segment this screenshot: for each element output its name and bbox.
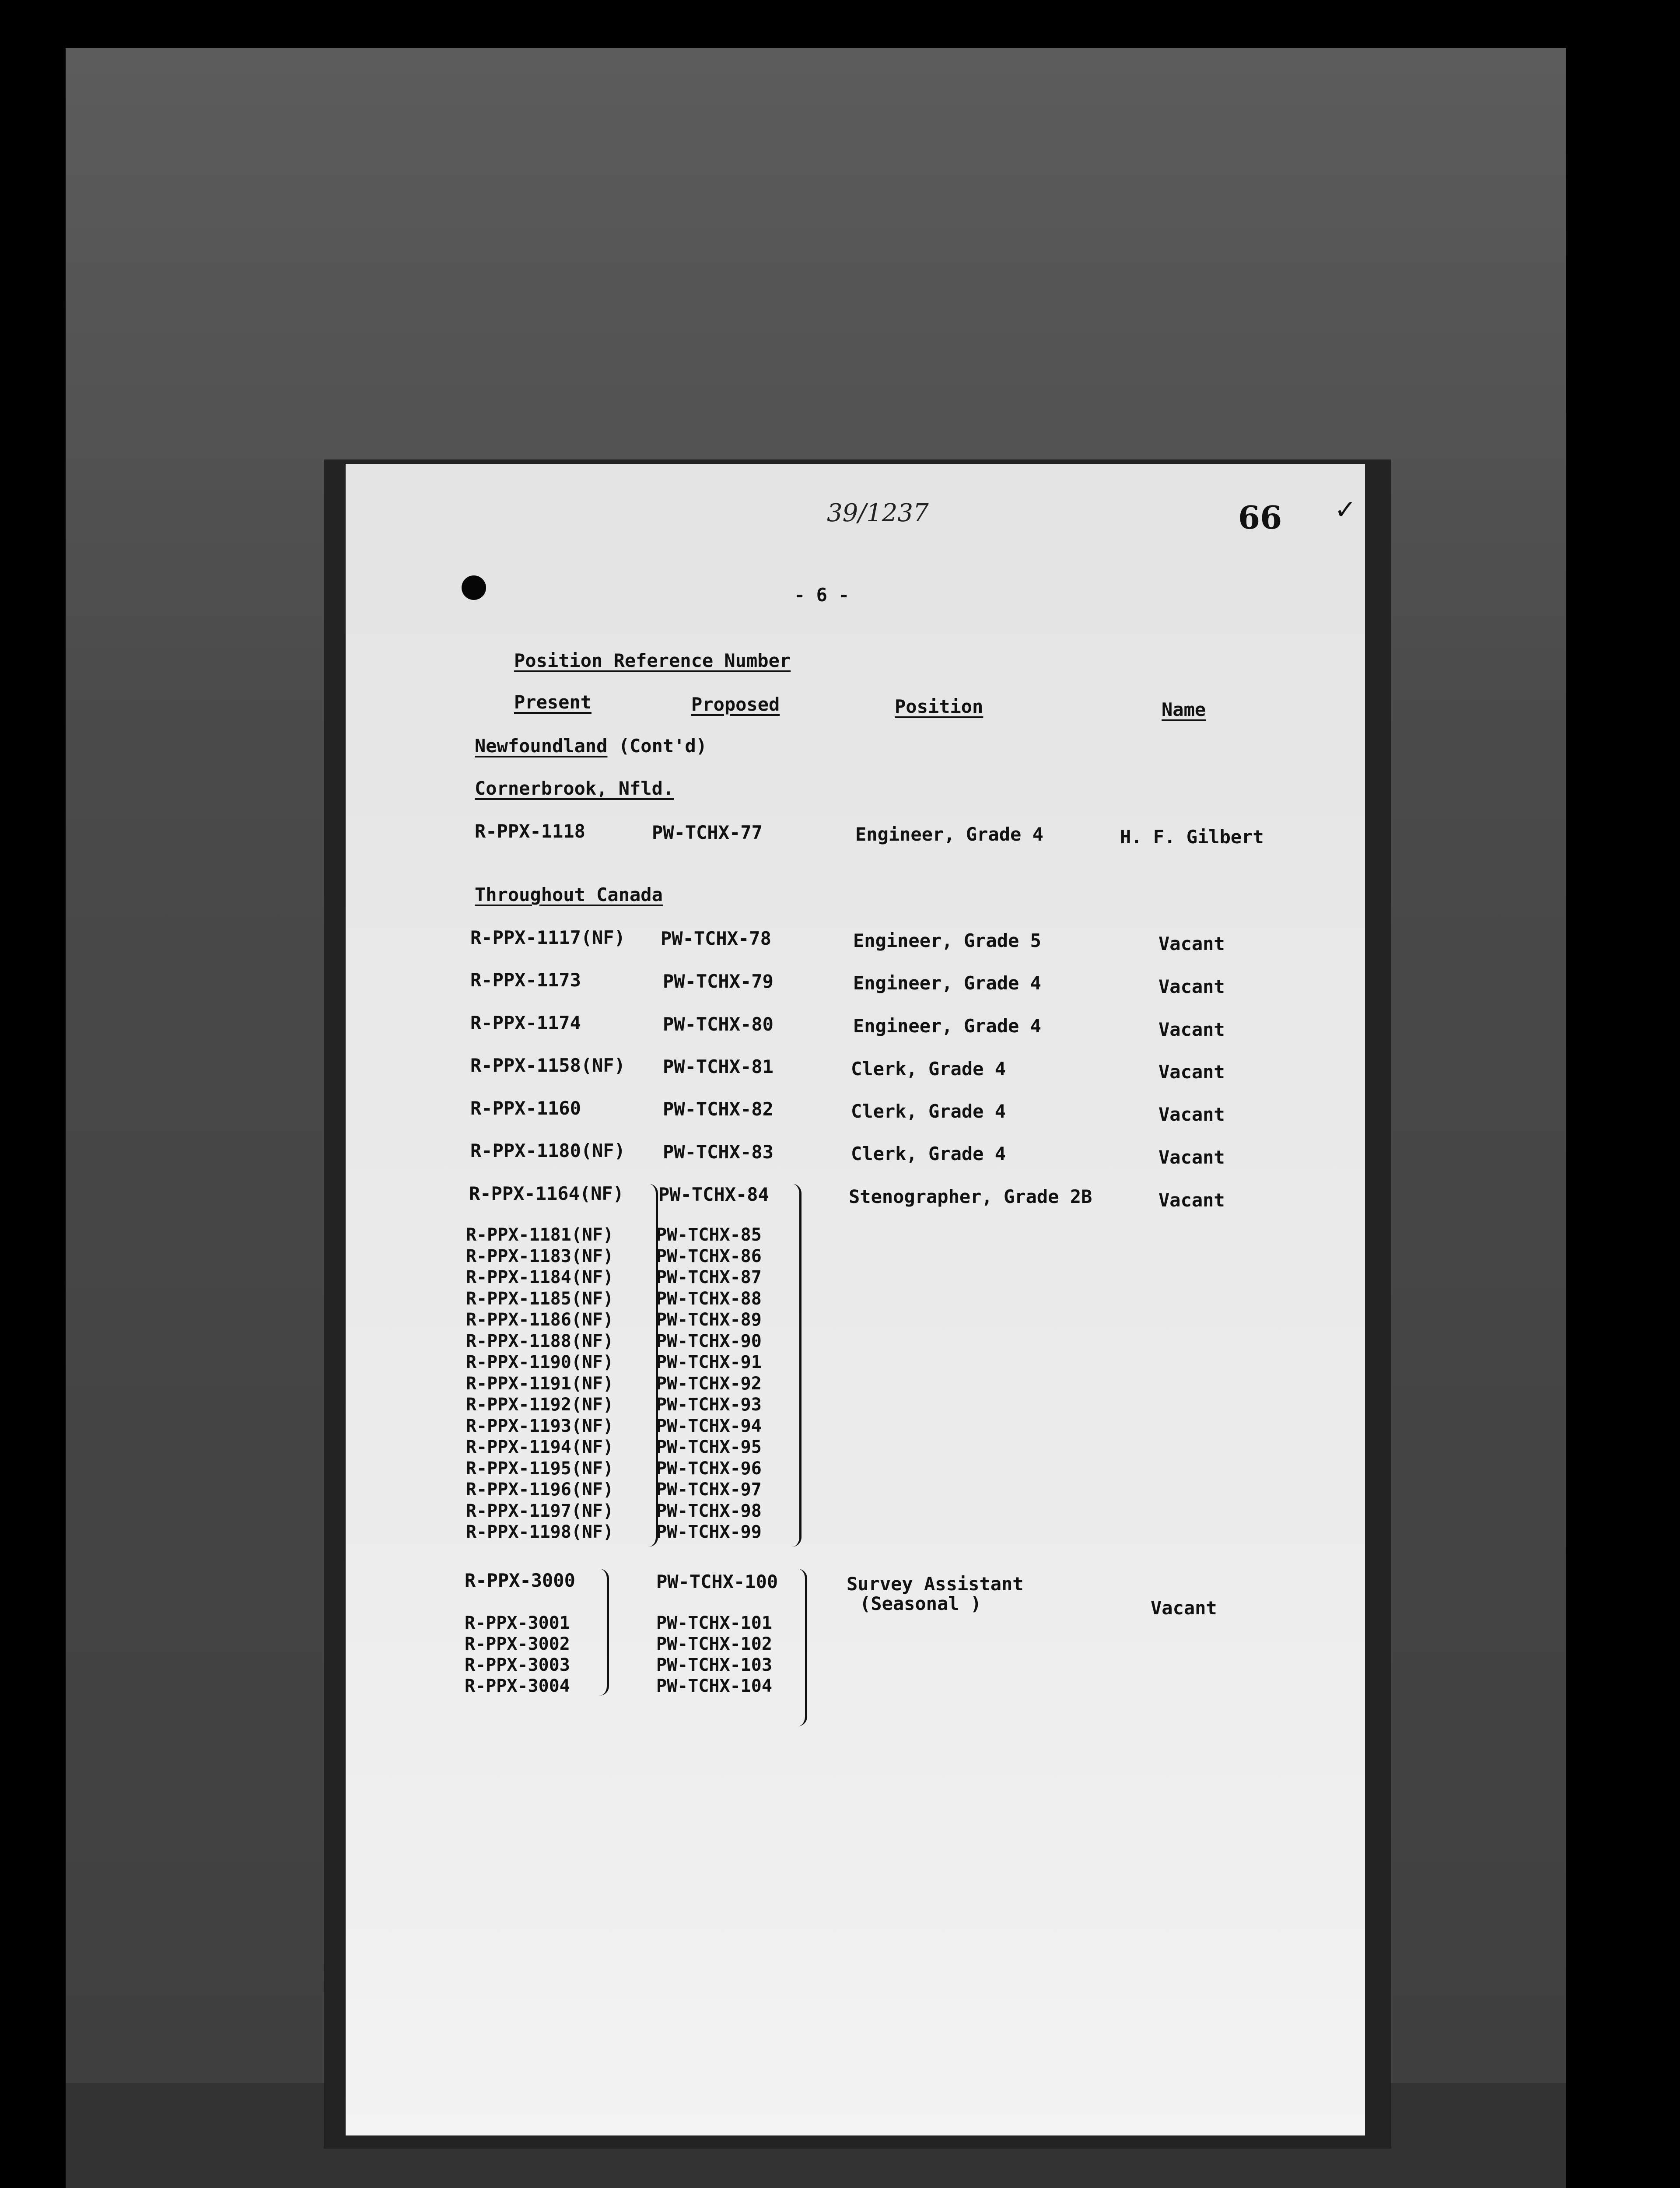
- list-item: PW-TCHX-92: [656, 1373, 762, 1394]
- steno-present-list: [466, 1224, 613, 1543]
- list-item: R-PPX-1196(NF): [466, 1480, 614, 1500]
- list-item: PW-TCHX-96: [656, 1458, 762, 1479]
- page-indicator: - 6 -: [794, 584, 850, 606]
- steno-first-present: R-PPX-1164(NF): [469, 1183, 624, 1204]
- list-item: PW-TCHX-87: [656, 1267, 762, 1287]
- row-present: R-PPX-1173: [470, 969, 581, 991]
- survey-present-list: [465, 1613, 570, 1697]
- list-item: R-PPX-1197(NF): [466, 1501, 614, 1521]
- header-proposed: Proposed: [691, 694, 780, 715]
- list-item: R-PPX-1192(NF): [466, 1395, 614, 1415]
- survey-first-present: R-PPX-3000: [465, 1570, 575, 1591]
- list-item: PW-TCHX-99: [656, 1522, 762, 1542]
- list-item: PW-TCHX-101: [656, 1613, 772, 1633]
- list-item: R-PPX-1198(NF): [466, 1522, 614, 1542]
- list-item: R-PPX-1195(NF): [466, 1458, 614, 1479]
- row-position: Clerk, Grade 4: [851, 1101, 1006, 1122]
- row-present: R-PPX-1117(NF): [470, 927, 626, 948]
- row-position: Engineer, Grade 4: [853, 1015, 1041, 1037]
- steno-first-proposed: PW-TCHX-84: [658, 1184, 769, 1205]
- list-item: PW-TCHX-98: [656, 1501, 762, 1521]
- steno-position: Stenographer, Grade 2B: [849, 1186, 1092, 1207]
- row-proposed: PW-TCHX-81: [663, 1056, 774, 1077]
- list-item: R-PPX-3001: [465, 1613, 570, 1633]
- row-name: H. F. Gilbert: [1120, 826, 1264, 848]
- list-item: R-PPX-1183(NF): [466, 1246, 614, 1266]
- list-item: R-PPX-1184(NF): [466, 1267, 614, 1287]
- row-proposed: PW-TCHX-83: [663, 1141, 774, 1163]
- row-name: Vacant: [1158, 1147, 1225, 1168]
- punch-hole: [462, 575, 486, 600]
- list-item: PW-TCHX-103: [656, 1655, 772, 1675]
- section-cornerbrook: Cornerbrook, Nfld.: [475, 778, 674, 799]
- survey-first-proposed: PW-TCHX-100: [656, 1571, 778, 1592]
- section-throughout-canada: Throughout Canada: [475, 884, 663, 905]
- list-item: R-PPX-1190(NF): [466, 1352, 614, 1372]
- list-item: R-PPX-3002: [465, 1634, 570, 1654]
- list-item: R-PPX-1193(NF): [466, 1416, 614, 1436]
- row-name: Vacant: [1158, 933, 1225, 954]
- steno-name: Vacant: [1158, 1189, 1225, 1211]
- row-present: R-PPX-1158(NF): [470, 1055, 626, 1076]
- list-item: PW-TCHX-89: [656, 1310, 762, 1330]
- row-present: R-PPX-1160: [470, 1098, 581, 1119]
- row-name: Vacant: [1158, 1019, 1225, 1040]
- header-name: Name: [1162, 699, 1206, 720]
- list-item: R-PPX-1191(NF): [466, 1373, 614, 1394]
- row-present: R-PPX-1118: [475, 820, 585, 842]
- list-item: PW-TCHX-86: [656, 1246, 762, 1266]
- survey-name: Vacant: [1151, 1597, 1217, 1619]
- list-item: R-PPX-1185(NF): [466, 1288, 614, 1309]
- row-position: Engineer, Grade 4: [855, 824, 1043, 845]
- list-item: R-PPX-1194(NF): [466, 1437, 614, 1457]
- survey-position-line1: Survey Assistant: [847, 1573, 1024, 1595]
- list-item: R-PPX-3003: [465, 1655, 570, 1675]
- steno-proposed-list: [656, 1224, 762, 1543]
- header-position: Position: [895, 696, 984, 717]
- row-position: Engineer, Grade 4: [853, 972, 1041, 994]
- row-present: R-PPX-1174: [470, 1012, 581, 1034]
- list-item: PW-TCHX-85: [656, 1225, 762, 1245]
- list-item: R-PPX-3004: [465, 1676, 570, 1696]
- survey-position-line2: (Seasonal ): [860, 1593, 982, 1614]
- group-brace: [597, 1569, 609, 1696]
- list-item: PW-TCHX-93: [656, 1395, 762, 1415]
- list-item: PW-TCHX-95: [656, 1437, 762, 1457]
- list-item: PW-TCHX-90: [656, 1331, 762, 1351]
- survey-proposed-list: [656, 1613, 772, 1697]
- group-brace: [790, 1184, 802, 1547]
- list-item: PW-TCHX-102: [656, 1634, 772, 1654]
- row-name: Vacant: [1158, 1061, 1225, 1083]
- row-position: Clerk, Grade 4: [851, 1143, 1006, 1164]
- row-present: R-PPX-1180(NF): [470, 1140, 626, 1161]
- list-item: PW-TCHX-91: [656, 1352, 762, 1372]
- section-newfoundland: Newfoundland (Cont'd): [475, 735, 707, 757]
- list-item: PW-TCHX-88: [656, 1288, 762, 1309]
- list-item: R-PPX-1188(NF): [466, 1331, 614, 1351]
- list-item: R-PPX-1186(NF): [466, 1310, 614, 1330]
- row-name: Vacant: [1158, 1104, 1225, 1125]
- group-brace: [795, 1569, 807, 1726]
- row-position: Engineer, Grade 5: [853, 930, 1041, 951]
- check-mark: ✓: [1334, 494, 1357, 525]
- row-proposed: PW-TCHX-77: [652, 822, 763, 843]
- row-name: Vacant: [1158, 976, 1225, 997]
- list-item: R-PPX-1181(NF): [466, 1225, 614, 1245]
- page-number: 66: [1238, 499, 1282, 536]
- header-present: Present: [514, 691, 592, 713]
- row-proposed: PW-TCHX-78: [661, 928, 771, 949]
- list-item: PW-TCHX-97: [656, 1480, 762, 1500]
- group-brace: [646, 1184, 658, 1547]
- column-group-header: Position Reference Number: [514, 650, 791, 671]
- row-proposed: PW-TCHX-79: [663, 971, 774, 992]
- list-item: PW-TCHX-94: [656, 1416, 762, 1436]
- row-proposed: PW-TCHX-80: [663, 1013, 774, 1035]
- row-proposed: PW-TCHX-82: [663, 1098, 774, 1120]
- row-position: Clerk, Grade 4: [851, 1058, 1006, 1080]
- list-item: PW-TCHX-104: [656, 1676, 772, 1696]
- handwritten-reference: 39/1237: [827, 499, 929, 527]
